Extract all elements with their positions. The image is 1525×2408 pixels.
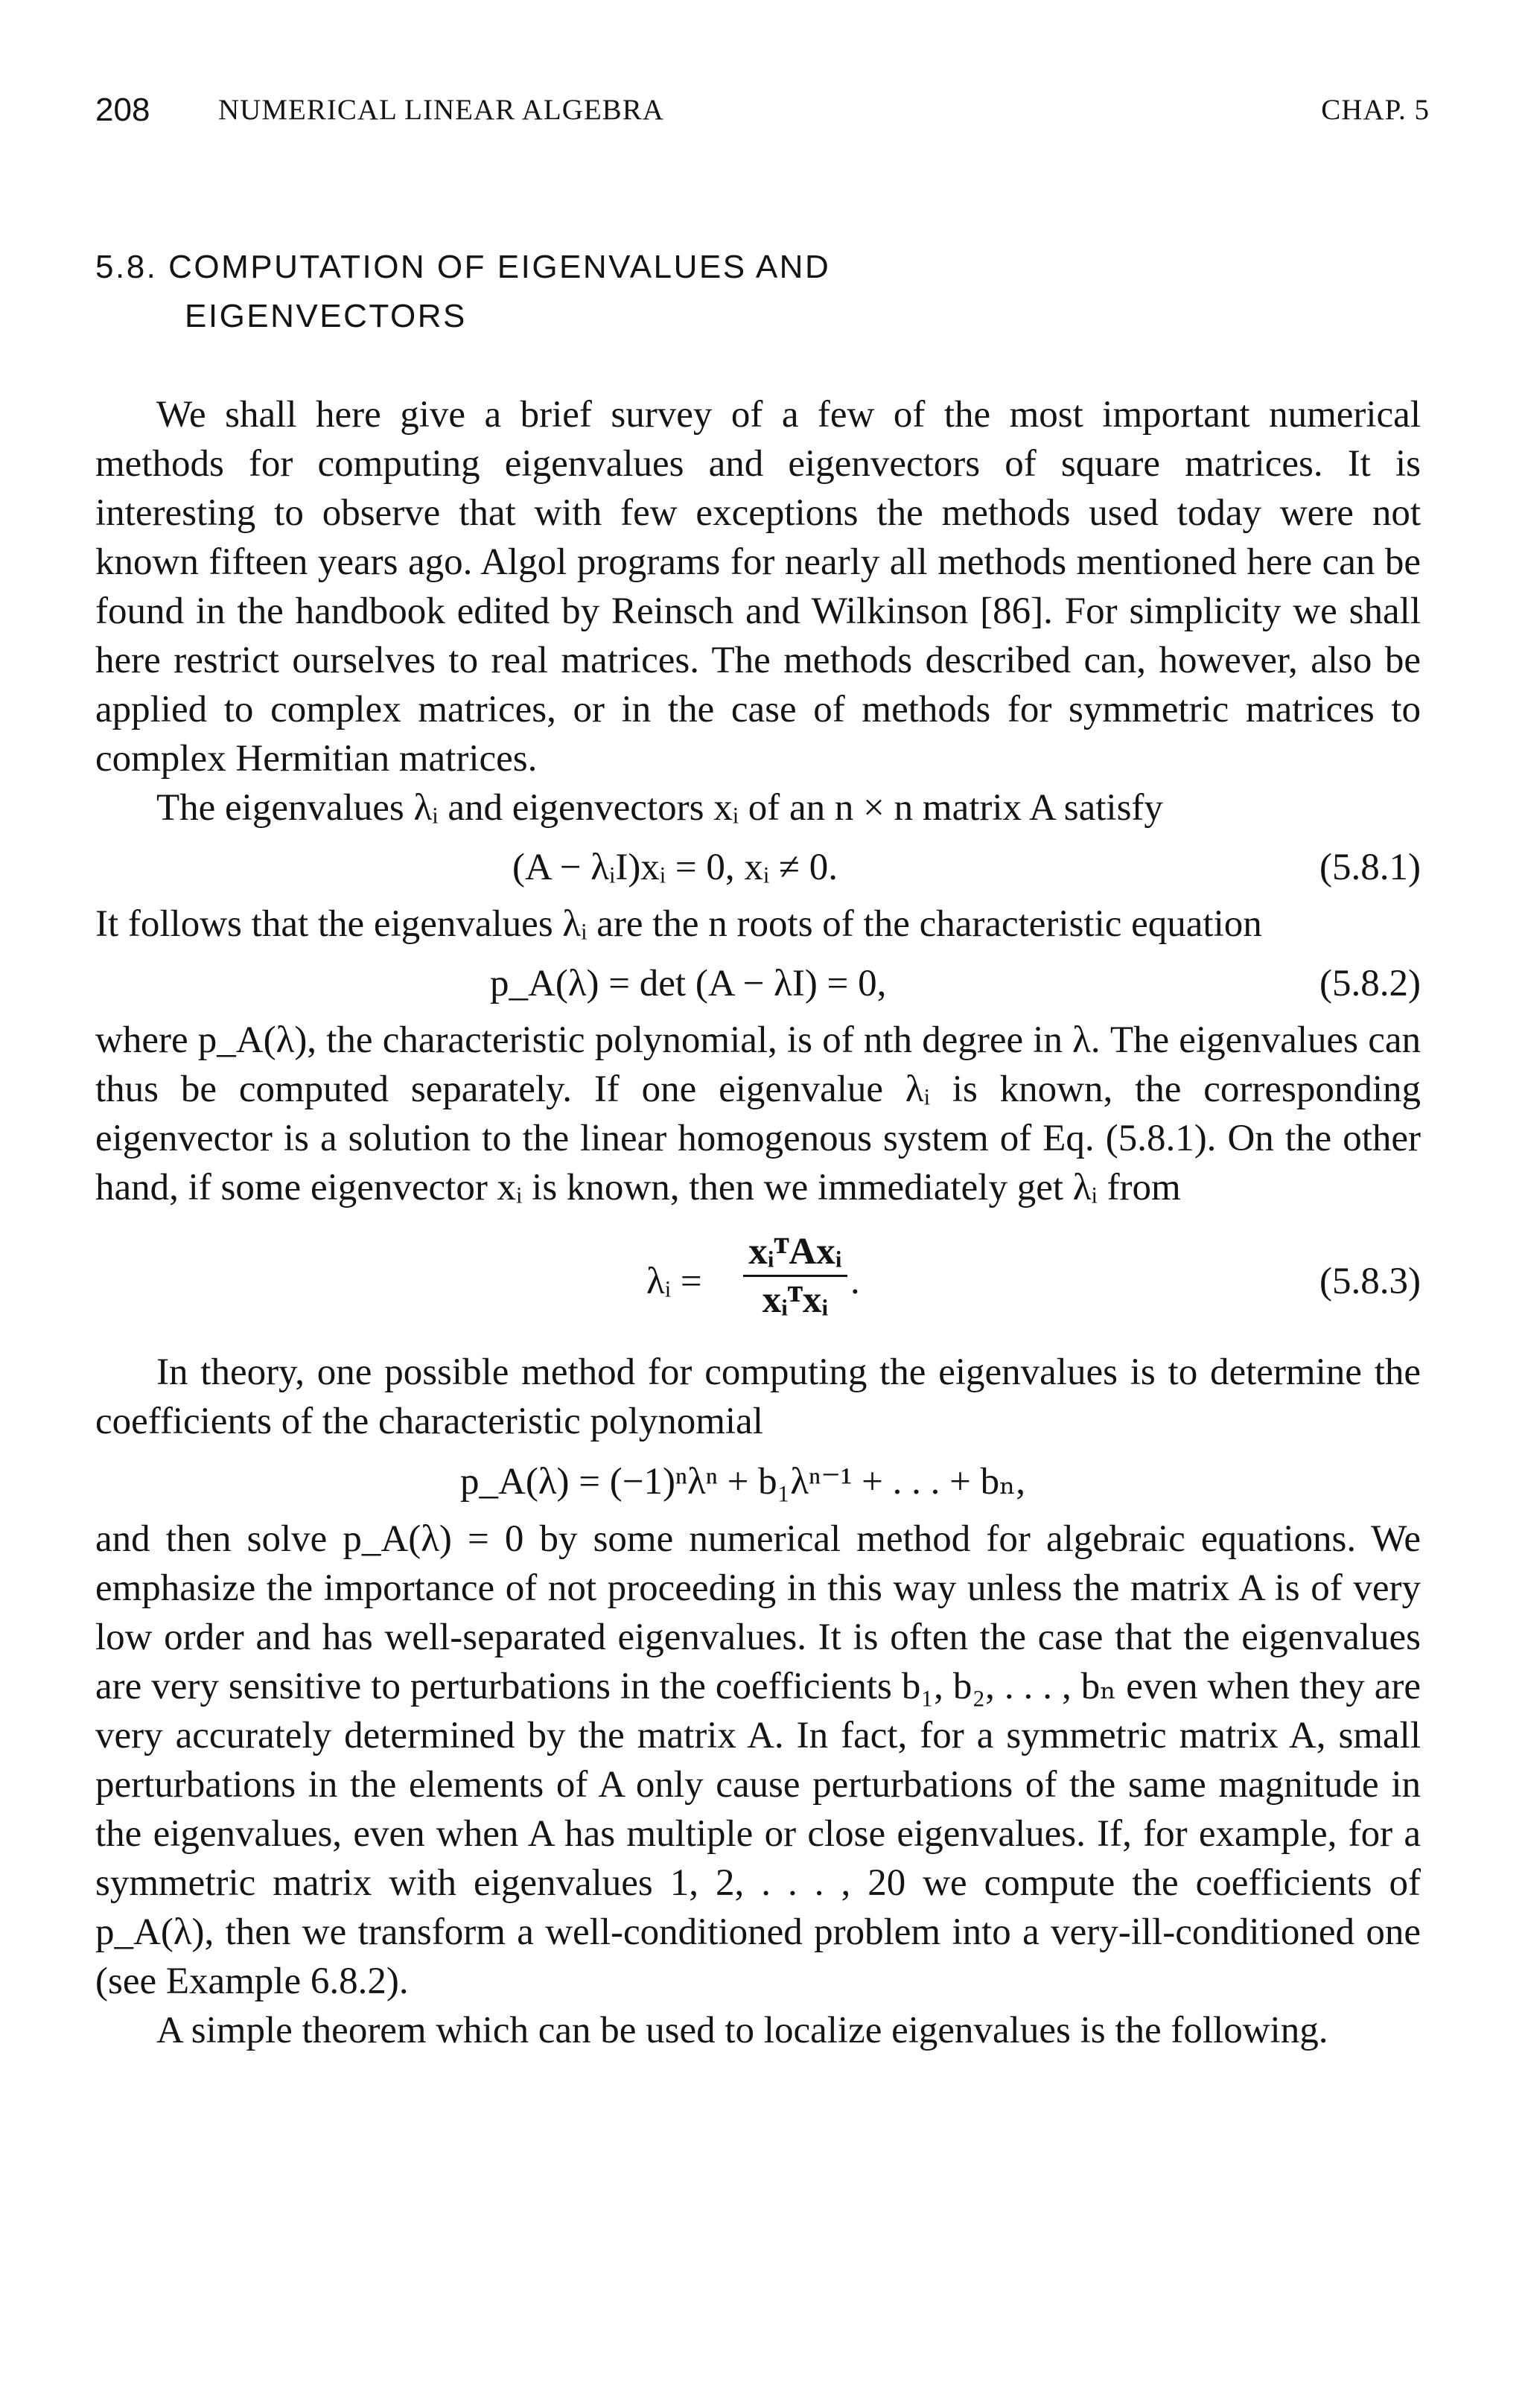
paragraph-theory: In theory, one possible method for computing the eigenvalues is to determine the coefficients of the characteristic polynomial bbox=[95, 1351, 1421, 1442]
chapter-label: CHAP. 5 bbox=[1321, 94, 1430, 126]
paragraph-theorem-intro: A simple theorem which can be used to localize eigenvalues is the following. bbox=[156, 2010, 1328, 2051]
characteristic-polynomial-expansion bbox=[95, 1452, 1421, 1512]
book-title: NUMERICAL LINEAR ALGEBRA bbox=[218, 94, 664, 126]
equation-number: (5.8.2) bbox=[1319, 963, 1421, 1004]
equation-lhs: λᵢ = bbox=[646, 1261, 702, 1302]
equation-5-8-2 bbox=[95, 959, 1421, 1008]
equation-number: (5.8.3) bbox=[1319, 1261, 1421, 1302]
equation-body: p_A(λ) = (−1)ⁿλⁿ + b₁λⁿ⁻¹ + . . . + bₙ, bbox=[460, 1461, 1025, 1503]
page-number: 208 bbox=[95, 92, 150, 128]
equation-trail: . bbox=[850, 1261, 860, 1302]
paragraph-characteristic: It follows that the eigenvalues λᵢ are the n roots of the characteristic equation bbox=[95, 903, 1262, 945]
equation-5-8-1 bbox=[95, 843, 1421, 892]
section-title-line1: COMPUTATION OF EIGENVALUES AND bbox=[168, 249, 831, 285]
equation-number: (5.8.1) bbox=[1319, 847, 1421, 888]
fraction-numerator: xᵢᵀAxᵢ bbox=[743, 1229, 847, 1277]
section-number: 5.8. bbox=[95, 249, 158, 285]
equation-body: (A − λᵢI)xᵢ = 0, xᵢ ≠ 0. bbox=[512, 847, 838, 888]
rayleigh-quotient bbox=[743, 1229, 847, 1323]
section-heading bbox=[95, 243, 1421, 341]
running-header bbox=[95, 80, 1430, 140]
body-text bbox=[95, 390, 1421, 2055]
section-title-line2: EIGENVECTORS bbox=[185, 298, 467, 334]
paragraph-polynomial: where p_A(λ), the characteristic polynomial, is of nth degree in λ. The eigenvalues can thus be computed separately. If one eigenvalue λᵢ is known, the corresponding eigenvector is a solution to the linear homogenous system of Eq. (5.8.1). On the other hand, if some eigenvector xᵢ is known, then we immediately get λᵢ from bbox=[95, 1019, 1421, 1208]
fraction-denominator: xᵢᵀxᵢ bbox=[762, 1279, 829, 1321]
equation-body: p_A(λ) = det (A − λI) = 0, bbox=[490, 963, 887, 1004]
paragraph-eigen-definition: The eigenvalues λᵢ and eigenvectors xᵢ of an n × n matrix A satisfy bbox=[156, 787, 1163, 829]
equation-5-8-3 bbox=[95, 1224, 1421, 1343]
paragraph-intro: We shall here give a brief survey of a few of the most important numerical methods for computing eigenvalues and eigenvectors of square matrices. It is interesting to observe that with few exceptions the methods used today were not known fifteen years ago. Algol programs for nearly all methods mentioned here can be found in the handbook edited by Reinsch and Wilkinson [86]. For simplicity we shall here restrict ourselves to real matrices. The methods described can, however, also be applied to complex matrices, or in the case of methods for symmetric matrices to complex Hermitian matrices. bbox=[95, 394, 1421, 780]
paragraph-sensitivity: and then solve p_A(λ) = 0 by some numerical method for algebraic equations. We emphasize the importance of not proceeding in this way unless the matrix A is of very low order and has well-separated eigenvalues. It is often the case that the eigenvalues are very sensitive to perturbations in the coefficients b₁, b₂, . . . , bₙ even when they are very accurately determined by the matrix A. In fact, for a symmetric matrix A, small perturbations in the elements of A only cause perturbations of the same magnitude in the eigenvalues, even when A has multiple or close eigenvalues. If, for example, for a symmetric matrix with eigenvalues 1, 2, . . . , 20 we compute the coefficients of p_A(λ), then we transform a well-conditioned problem into a very-ill-conditioned one (see Example 6.8.2). bbox=[95, 1518, 1421, 2002]
